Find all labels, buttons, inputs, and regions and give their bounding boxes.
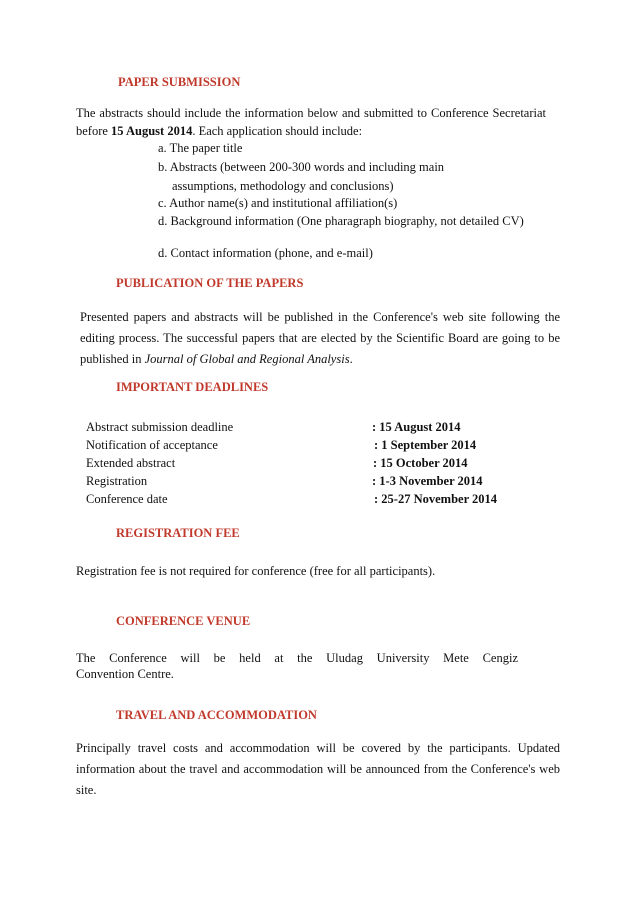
travel-text: Principally travel costs and accommodation will be covered by the participants. Updated information about the travel and accommodation will be announced from the Conference's web site. bbox=[76, 741, 560, 797]
deadline-value: : 15 October 2014 bbox=[373, 456, 468, 470]
paper-submission-heading: PAPER SUBMISSION bbox=[118, 75, 241, 89]
deadline-label: Registration bbox=[86, 474, 148, 488]
travel-heading: TRAVEL AND ACCOMMODATION bbox=[116, 708, 317, 722]
publication-heading: PUBLICATION OF THE PAPERS bbox=[116, 276, 304, 290]
deadline-row bbox=[86, 492, 546, 510]
intro-pre-text: The abstracts should include the information below and submitted to Conference Secretariat before bbox=[76, 106, 546, 138]
intro-post-text: . Each application should include: bbox=[192, 124, 363, 138]
venue-line-2: Convention Centre. bbox=[76, 667, 174, 681]
deadlines-heading: IMPORTANT DEADLINES bbox=[116, 380, 269, 394]
item-paper-title: a. The paper title bbox=[158, 141, 243, 155]
paper-submission-intro bbox=[76, 104, 546, 140]
publication-text bbox=[80, 307, 560, 370]
deadline-label: Conference date bbox=[86, 492, 168, 506]
deadline-value: : 1 September 2014 bbox=[374, 438, 477, 452]
registration-fee-heading: REGISTRATION FEE bbox=[116, 526, 240, 540]
deadline-row bbox=[86, 420, 546, 438]
publication-text-pre: Presented papers and abstracts will be published in the Conference's web site following the editing process. The successful papers that are elected by the Scientific Board are going to be published in bbox=[80, 310, 560, 366]
deadline-value: : 1-3 November 2014 bbox=[372, 474, 483, 488]
deadline-label: Extended abstract bbox=[86, 456, 176, 470]
venue-line-1: The Conference will be held at the Uludag University Mete Cengiz bbox=[76, 651, 518, 665]
item-author: c. Author name(s) and institutional affiliation(s) bbox=[158, 196, 398, 210]
venue-heading: CONFERENCE VENUE bbox=[116, 614, 251, 628]
deadline-row bbox=[86, 474, 546, 492]
publication-text-post: . bbox=[349, 352, 353, 366]
submission-deadline: 15 August 2014 bbox=[111, 124, 193, 138]
item-abstracts-cont: assumptions, methodology and conclusions) bbox=[172, 179, 394, 193]
deadline-label: Abstract submission deadline bbox=[86, 420, 234, 434]
deadline-row bbox=[86, 438, 546, 456]
deadline-label: Notification of acceptance bbox=[86, 438, 218, 452]
item-background: d. Background information (One pharagraph biography, not detailed CV) bbox=[158, 214, 524, 228]
journal-name: Journal of Global and Regional Analysis bbox=[144, 352, 350, 366]
deadline-row bbox=[86, 456, 546, 474]
registration-fee-text: Registration fee is not required for conference (free for all participants). bbox=[76, 564, 436, 578]
deadline-value: : 25-27 November 2014 bbox=[374, 492, 498, 506]
deadline-value: : 15 August 2014 bbox=[372, 420, 461, 434]
item-abstracts: b. Abstracts (between 200-300 words and including main bbox=[158, 160, 445, 174]
item-contact: d. Contact information (phone, and e-mail) bbox=[158, 246, 373, 260]
